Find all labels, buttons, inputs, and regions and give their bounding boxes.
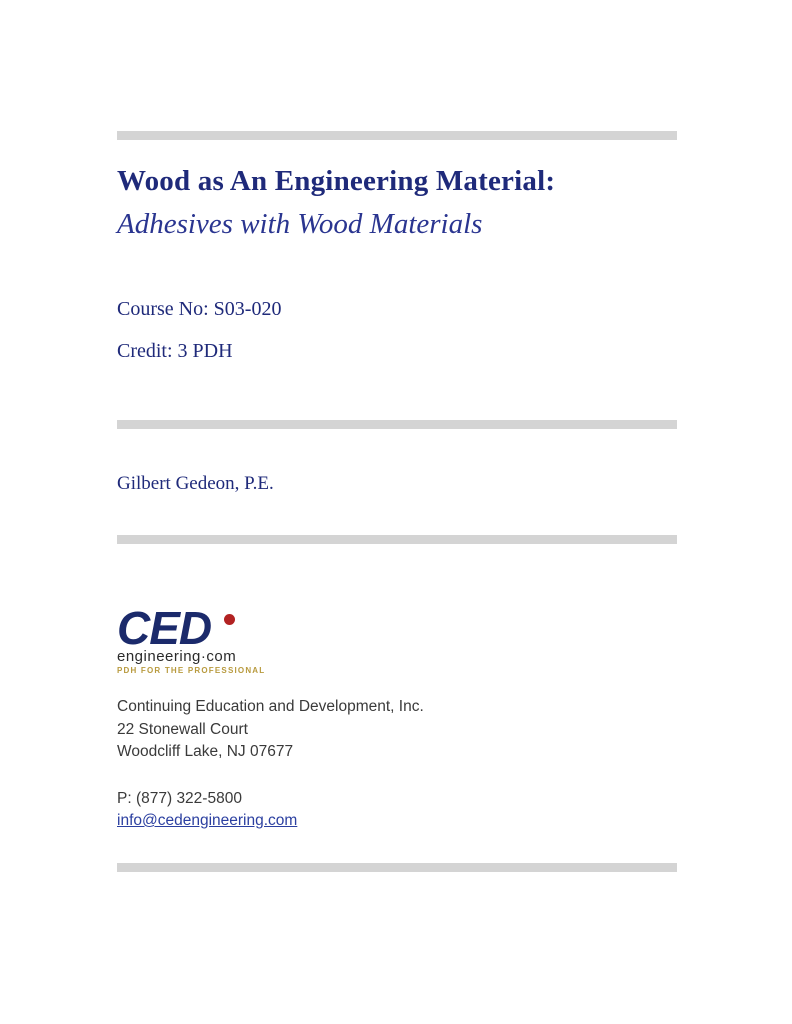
author-name: Gilbert Gedeon, P.E. <box>117 473 274 494</box>
document-content <box>117 0 677 872</box>
page-subtitle: Adhesives with Wood Materials <box>117 208 483 240</box>
spacer <box>117 372 677 420</box>
divider-middle-upper <box>117 420 677 429</box>
ced-logo <box>117 602 677 678</box>
organization-street: 22 Stonewall Court <box>117 720 248 738</box>
organization-city-state-zip: Woodcliff Lake, NJ 07677 <box>117 743 294 760</box>
divider-top <box>117 131 677 140</box>
logo-wordmark: CED <box>117 602 212 654</box>
divider-middle-lower <box>117 535 677 544</box>
organization-contact <box>117 788 677 833</box>
title-block <box>117 162 677 244</box>
logo-dot-icon <box>224 614 235 625</box>
organization-email-link[interactable]: info@cedengineering.com <box>117 812 298 829</box>
page-title: Wood as An Engineering Material: <box>117 165 556 197</box>
logo-tagline: PDH FOR THE PROFESSIONAL <box>117 666 266 675</box>
course-credit: Credit: 3 PDH <box>117 340 233 362</box>
logo-subtext: engineering·com <box>117 648 237 665</box>
divider-bottom <box>117 863 677 872</box>
course-meta <box>117 288 677 372</box>
organization-phone: P: (877) 322-5800 <box>117 789 242 807</box>
organization-address <box>117 696 677 764</box>
course-number: Course No: S03-020 <box>117 298 282 320</box>
organization-name: Continuing Education and Development, Inc. <box>117 698 424 715</box>
